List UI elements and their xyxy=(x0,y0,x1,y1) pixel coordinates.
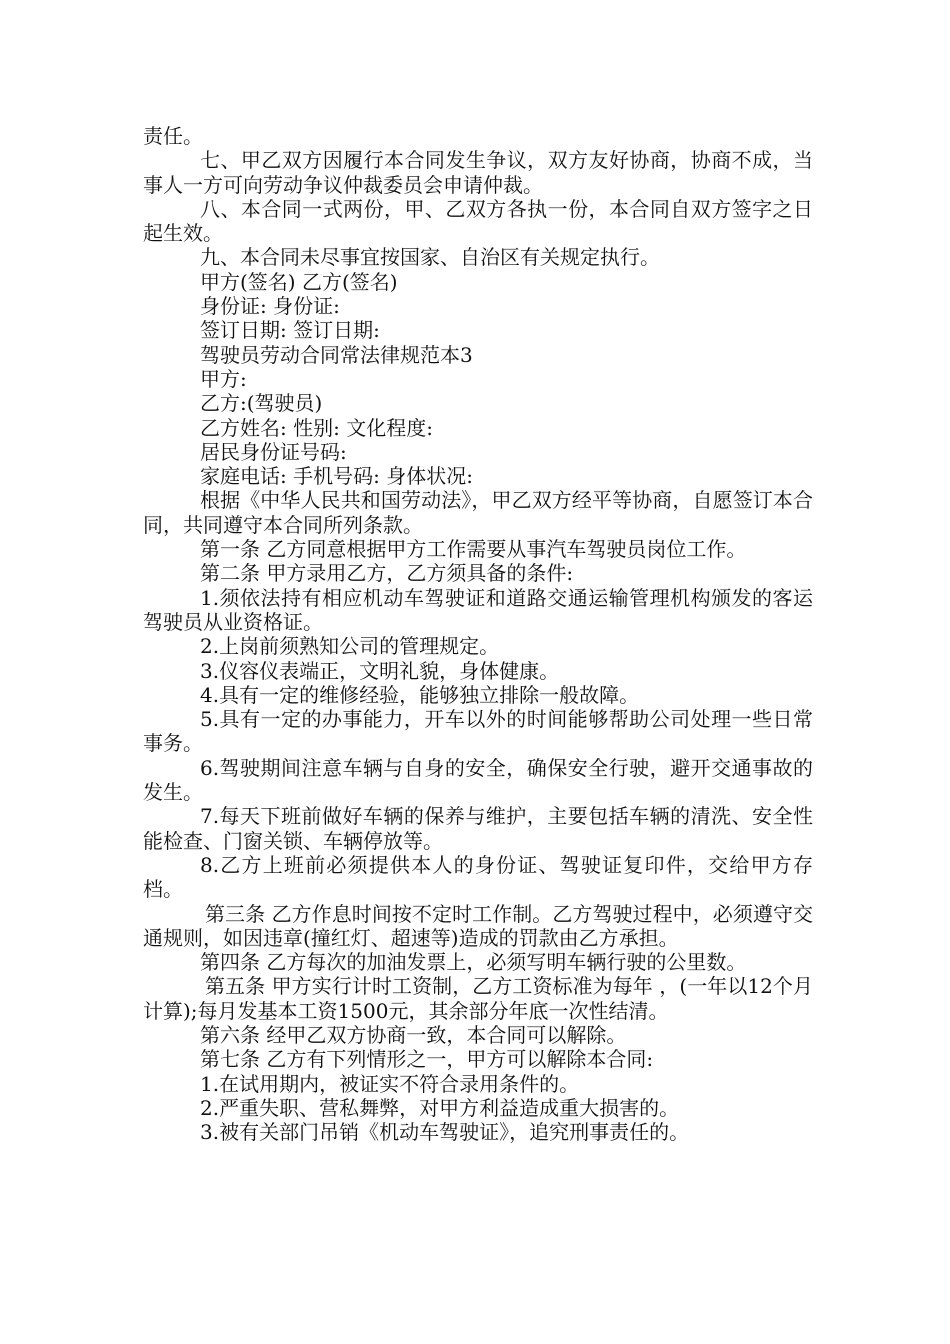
party-b-line: 乙方:(驾驶员) xyxy=(200,391,323,416)
party-b-info-line: 乙方姓名: 性别: 文化程度: xyxy=(200,415,433,440)
signature-line: 甲方(签名) 乙方(签名) xyxy=(200,269,398,294)
list-item: 3.仪容仪表端正，文明礼貌，身体健康。 xyxy=(200,658,560,683)
list-item: 5.具有一定的办事能力，开车以外的时间能够帮助公司处理一些日常事务。 xyxy=(143,707,813,756)
document-body xyxy=(143,124,813,1144)
list-item: 1.须依法持有相应机动车驾驶证和道路交通运输管理机构颁发的客运驾驶员从业资格证。 xyxy=(143,585,813,634)
list-item: 6.驾驶期间注意车辆与自身的安全，确保安全行驶，避开交通事故的发生。 xyxy=(143,755,813,805)
section-title: 驾驶员劳动合同常法律规范本3 xyxy=(200,342,473,367)
paragraph: 八、本合同一式两份，甲、乙双方各执一份，本合同自双方签字之日起生效。 xyxy=(143,196,813,246)
article-paragraph: 第一条 乙方同意根据甲方工作需要从事汽车驾驶员岗位工作。 xyxy=(200,537,747,562)
list-item: 1.在试用期内，被证实不符合录用条件的。 xyxy=(200,1071,580,1096)
article-paragraph: 第二条 甲方录用乙方，乙方须具备的条件: xyxy=(200,561,574,586)
list-item: 2.上岗前须熟知公司的管理规定。 xyxy=(200,634,500,659)
list-item: 4.具有一定的维修经验，能够独立排除一般故障。 xyxy=(200,682,640,707)
date-line: 签订日期: 签订日期: xyxy=(200,318,380,343)
id-number-line: 居民身份证号码: xyxy=(200,439,347,464)
list-item: 8.乙方上班前必须提供本人的身份证、驾驶证复印件，交给甲方存档。 xyxy=(143,852,813,902)
list-item: 3.被有关部门吊销《机动车驾驶证》，追究刑事责任的。 xyxy=(200,1120,690,1145)
contact-line: 家庭电话: 手机号码: 身体状况: xyxy=(200,464,473,489)
party-a-line: 甲方: xyxy=(200,366,247,391)
list-item: 2.严重失职、营私舞弊，对甲方利益造成重大损害的。 xyxy=(200,1095,680,1120)
article-paragraph: 第五条 甲方实行计时工资制，乙方工资标准为每年 ，(一年以12个月计算);每月发基本工资1500元，其余部分年底一次性结清。 xyxy=(143,974,813,1023)
list-item: 7.每天下班前做好车辆的保养与维护，主要包括车辆的清洗、安全性能检查、门窗关锁、车辆停放等。 xyxy=(143,804,813,853)
article-paragraph: 第四条 乙方每次的加油发票上，必须写明车辆行驶的公里数。 xyxy=(200,950,747,975)
article-paragraph: 第三条 乙方作息时间按不定时工作制。乙方驾驶过程中，必须遵守交通规则，如因违章(撞红灯、超速等)造成的罚款由乙方承担。 xyxy=(143,901,813,950)
paragraph: 九、本合同未尽事宜按国家、自治区有关规定执行。 xyxy=(200,245,660,270)
paragraph: 七、甲乙双方因履行本合同发生争议，双方友好协商，协商不成，当事人一方可向劳动争议仲裁委员会申请仲裁。 xyxy=(143,148,813,197)
article-paragraph: 第七条 乙方有下列情形之一，甲方可以解除本合同: xyxy=(200,1047,654,1072)
paragraph: 根据《中华人民共和国劳动法》，甲乙双方经平等协商，自愿签订本合同，共同遵守本合同所列条款。 xyxy=(143,488,813,537)
article-paragraph: 第六条 经甲乙双方协商一致，本合同可以解除。 xyxy=(200,1022,627,1047)
id-line: 身份证: 身份证: xyxy=(200,294,340,319)
paragraph: 责任。 xyxy=(143,124,203,148)
